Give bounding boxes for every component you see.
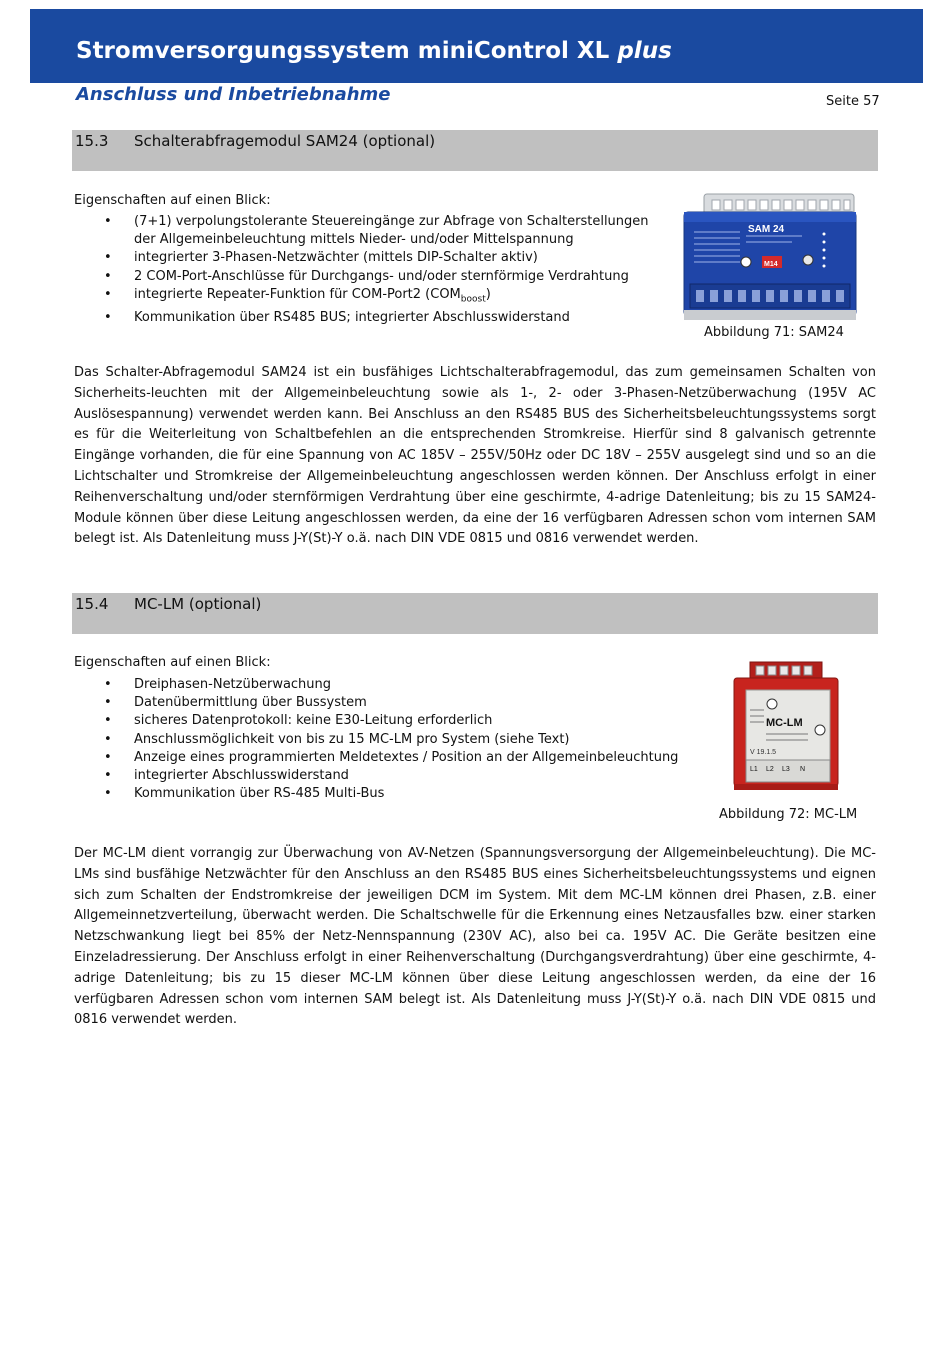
list-item: • 2 COM-Port-Anschlüsse für Durchgangs- und/oder sternförmige Verdrahtung <box>74 268 649 286</box>
page-number: Seite 57 <box>826 94 880 109</box>
list-item: • (7+1) verpolungstolerante Steuereingänge zur Abfrage von Schalterstellungen der Allgemeinbeleuchtung mittels Nieder- und/oder Mittelspannung <box>74 213 649 249</box>
list-item: • sicheres Datenprotokoll: keine E30-Leitung erforderlich <box>74 712 678 730</box>
document-title <box>76 38 672 64</box>
list-item: • Datenübermittlung über Bussystem <box>74 694 678 712</box>
section-title: MC-LM (optional) <box>134 595 262 613</box>
section-number: 15.3 <box>75 132 109 150</box>
dip-switch-label: M14 <box>764 261 778 268</box>
mclm-description: Der MC-LM dient vorrangig zur Überwachung von AV-Netzen (Spannungsversorgung der Allgemeinbeleuchtung). Die MC-LMs sind busfähige Netzwächter für den Anschluss an den RS485 BUS eines Sicherheitsbeleuchtungssystems und eignen sich zum Schalten der Endstromkreise der jeweiligen DCM im System. Mit dem MC-LM können drei Phasen, z.B. einer Allgemeinnetzverteilung, überwacht werden. Die Schaltschwelle für die Erkennung eines Netzausfalles bzw. einer starken Netzschwankung liegt bei 85% der Netz-Nennspannung (230V AC), also bei ca. 195V AC. Die Geräte besitzen eine Einzeladressierung. Der Anschluss erfolgt in einer Reihenverschaltung (Durchgangsverdrahtung) über eine geschirmte, 4-adrige Datenleitung; bis zu 15 dieser MC-LM können über diese Leitung angeschlossen werden, da eine der 16 verfügbaren Adressen schon vom internen SAM belegt ist. Als Datenleitung muss J-Y(St)-Y o.ä. nach DIN VDE 0815 und 0816 verwendet werden. <box>74 846 876 1028</box>
list-item: • Kommunikation über RS-485 Multi-Bus <box>74 785 678 803</box>
section-heading-15-4 <box>72 593 878 634</box>
list-item: • integrierte Repeater-Funktion für COM-Port2 $(COM_{boost})$ <box>74 286 649 309</box>
list-item: • Dreiphasen-Netzüberwachung <box>74 676 678 694</box>
sam24-description: Das Schalter-Abfragemodul SAM24 ist ein busfähiges Lichtschalterabfragemodul, das zum gemeinsamen Schalten von Sicherheits-leuchten mit der Allgemeinbeleuchtung sowie als 1-, 2- oder 3-Phasen-Netzüberwachung (195V AC Auslösespannung) verwendet werden kann. Bei Anschluss an den RS485 BUS des Sicherheitsbeleuchtungssystems sorgt es für die Weiterleitung von Schaltbefehlen an die entsprechenden Stromkreise. Hierfür sind 8 galvanisch getrennte Eingänge vorhanden, die für eine Spannung von AC 185V – 255V/50Hz oder DC 18V – 255V ausgelegt sind und so an die Lichtschalter und Stromkreise der Allgemeinbeleuchtung angeschlossen werden können. Der Anschluss erfolgt in einer Reihenverschaltung und/oder sternförmigen Verdrahtung über eine geschirmte, 4-adrige Datenleitung; bis zu 15 SAM24-Module können über diese Leitung angeschlossen werden, da eine der 16 verfügbaren Adressen schon vom internen SAM belegt ist. Als Datenleitung muss J-Y(St)-Y o.ä. nach DIN VDE 0815 und 0816 verwendet werden. <box>74 365 876 547</box>
subscript-boost: boost <box>460 294 486 305</box>
version-label: V 19.1.5 <box>750 749 777 756</box>
section-title: Schalterabfragemodul SAM24 (optional) <box>134 132 436 150</box>
terminal-label-l3: L3 <box>782 766 790 773</box>
sam24-properties-list <box>74 213 649 327</box>
device-label: MC-LM <box>766 717 803 729</box>
document-subtitle: Anschluss und Inbetriebnahme <box>76 84 391 105</box>
list-item: • Anzeige eines programmierten Meldetextes / Position an der Allgemeinbeleuchtung <box>74 749 678 767</box>
section-heading-15-3 <box>72 130 878 171</box>
document-title-emphasis: plus <box>617 38 672 64</box>
properties-intro: Eigenschaften auf einen Blick: <box>74 655 271 670</box>
document-title-main: Stromversorgungssystem miniControl XL <box>76 38 618 64</box>
properties-intro: Eigenschaften auf einen Blick: <box>74 193 271 208</box>
sam24-device-image <box>682 190 858 324</box>
figure-caption: Abbildung 71: SAM24 <box>704 325 844 340</box>
mclm-properties-list <box>74 676 678 803</box>
figure-caption: Abbildung 72: MC-LM <box>719 807 858 822</box>
list-item: • integrierter Abschlusswiderstand <box>74 767 678 785</box>
mclm-device-image <box>730 660 840 792</box>
terminal-label-l2: L2 <box>766 766 774 773</box>
terminal-label-n: N <box>800 766 806 773</box>
list-item: • Anschlussmöglichkeit von bis zu 15 MC-LM pro System (siehe Text) <box>74 731 678 749</box>
section-number: 15.4 <box>75 595 109 613</box>
device-label: SAM 24 <box>748 224 785 235</box>
list-item: • Kommunikation über RS485 BUS; integrierter Abschlusswiderstand <box>74 309 649 327</box>
list-item: • integrierter 3-Phasen-Netzwächter (mittels DIP-Schalter aktiv) <box>74 249 649 267</box>
terminal-label-l1: L1 <box>750 766 758 773</box>
